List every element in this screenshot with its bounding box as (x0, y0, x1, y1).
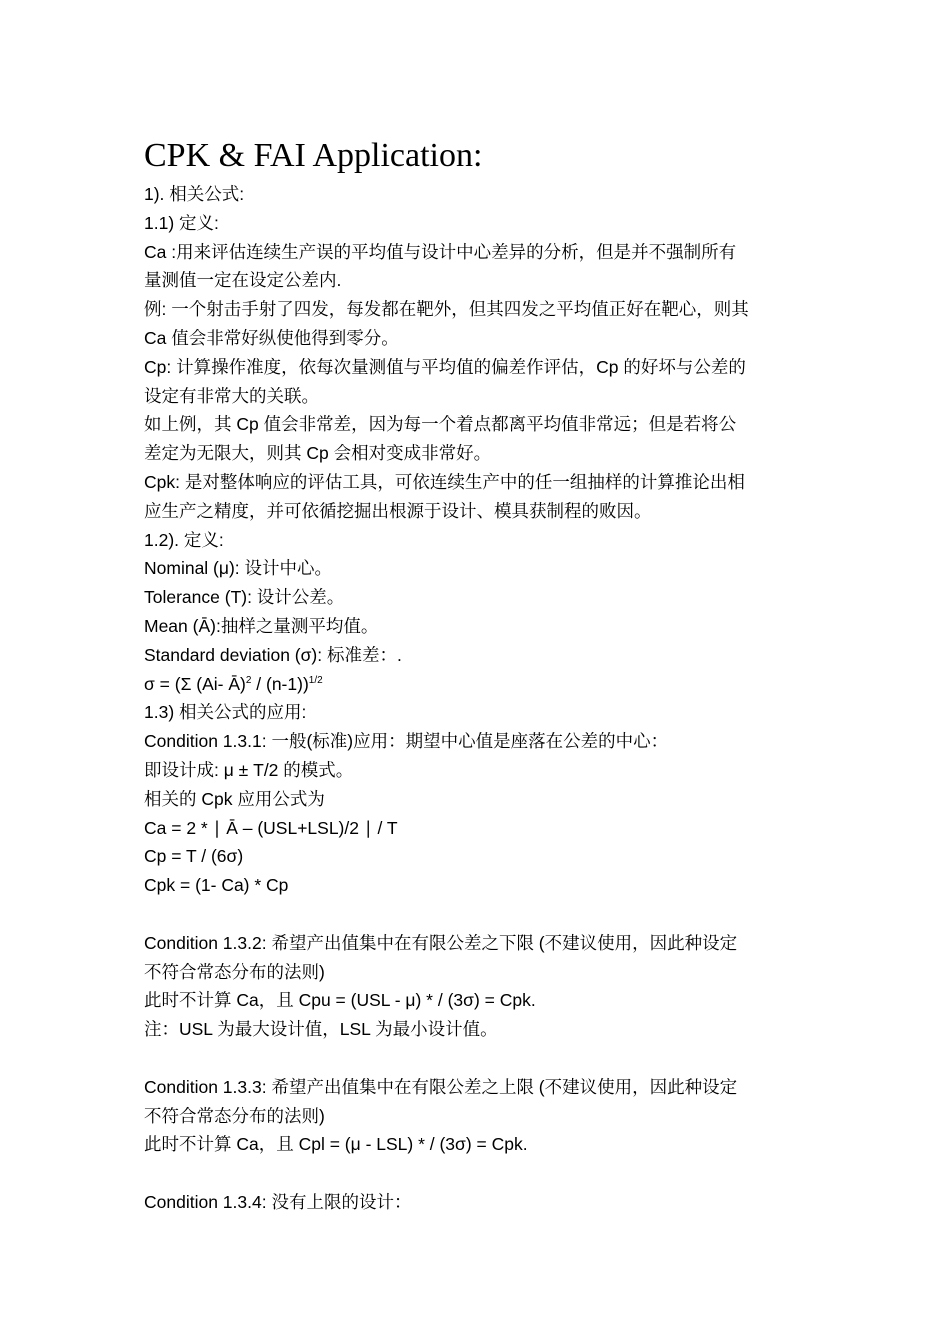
tolerance-definition: Tolerance (T): 设计公差。 (144, 587, 345, 608)
blank-line (144, 900, 814, 929)
cpk-definition-line-1: Cpk: 是对整体响应的评估工具，可依连续生产中的任一组抽样的计算推论出相 (144, 471, 745, 492)
condition-1-3-2-line-1: Condition 1.3.2: 希望产出值集中在有限公差之下限 (不建议使用，因此种设定 (144, 932, 738, 953)
formula-ca: Ca = 2 * ∣ Ā – (USL+LSL)/2 ∣ / T (144, 817, 398, 838)
document-title: CPK & FAI Application: (144, 137, 483, 174)
cpk-definition-line-2: 应生产之精度，并可依循挖掘出根源于设计、模具获制程的败因。 (144, 500, 652, 521)
section-heading-1-1: 1.1) 定义: (144, 212, 219, 233)
blank-line (144, 1159, 814, 1188)
condition-1-3-4-line-1: Condition 1.3.4: 没有上限的设计： (144, 1191, 412, 1212)
condition-1-3-2-line-3: 此时不计算 Ca，且 Cpu = (USL - μ) * / (3σ) = Cpk. (144, 990, 536, 1011)
condition-1-3-3-line-1: Condition 1.3.3: 希望产出值集中在有限公差之上限 (不建议使用，因此种设定 (144, 1076, 738, 1097)
condition-1-3-2-line-2: 不符合常态分布的法则) (144, 961, 325, 982)
sigma-formula-exponent-half: 1/2 (308, 674, 323, 686)
formula-cpk: Cpk = (1- Ca) * Cp (144, 875, 289, 896)
condition-1-3-1-line-2: 即设计成: μ ± T/2 的模式。 (144, 759, 354, 780)
condition-1-3-3-line-2: 不符合常态分布的法则) (144, 1105, 325, 1126)
sigma-formula (144, 670, 814, 699)
section-heading-1: 1). 相关公式: (144, 184, 245, 204)
document-body (144, 134, 814, 1217)
ca-definition-line-1: Ca :用来评估连续生产误的平均值与设计中心差异的分析，但是并不强制所有 (144, 241, 737, 262)
mean-definition: Mean (Ā):抽样之量测平均值。 (144, 615, 379, 636)
condition-1-3-1-line-3: 相关的 Cpk 应用公式为 (144, 788, 325, 809)
sigma-formula-exponent-2: 2 (245, 674, 252, 686)
formula-cp: Cp = T / (6σ) (144, 846, 244, 867)
condition-1-3-1-line-1: Condition 1.3.1: 一般(标准)应用：期望中心值是座落在公差的中心： (144, 731, 669, 752)
section-heading-1-3: 1.3) 相关公式的应用: (144, 702, 307, 723)
condition-1-3-2-note: 注：USL 为最大设计值，LSL 为最小设计值。 (144, 1019, 498, 1040)
stddev-definition: Standard deviation (σ): 标准差：. (144, 644, 402, 665)
example-line-1: 例: 一个射击手射了四发，每发都在靶外，但其四发之平均值正好在靶心，则其 (144, 299, 749, 320)
condition-1-3-3-line-3: 此时不计算 Ca，且 Cpl = (μ - LSL) * / (3σ) = Cpk. (144, 1134, 528, 1155)
nominal-definition: Nominal (μ): 设计中心。 (144, 558, 333, 579)
cp-example-line-1: 如上例，其 Cp 值会非常差，因为每一个着点都离平均值非常远；但是若将公 (144, 414, 737, 435)
cp-definition-line-2: 设定有非常大的关联。 (144, 385, 319, 406)
example-line-2: Ca 值会非常好纵使他得到零分。 (144, 327, 399, 348)
section-heading-1-2: 1.2). 定义: (144, 529, 224, 550)
cp-example-line-2: 差定为无限大，则其 Cp 会相对变成非常好。 (144, 443, 492, 464)
blank-line (144, 1044, 814, 1073)
cp-definition-line-1: Cp: 计算操作准度，依每次量测值与平均值的偏差作评估，Cp 的好坏与公差的 (144, 356, 746, 377)
ca-definition-line-2: 量测值一定在设定公差内. (144, 270, 342, 291)
sigma-formula-middle: / (n-1)) (251, 673, 309, 694)
sigma-formula-base: σ = (Σ (Ai- Ā) (144, 673, 246, 694)
